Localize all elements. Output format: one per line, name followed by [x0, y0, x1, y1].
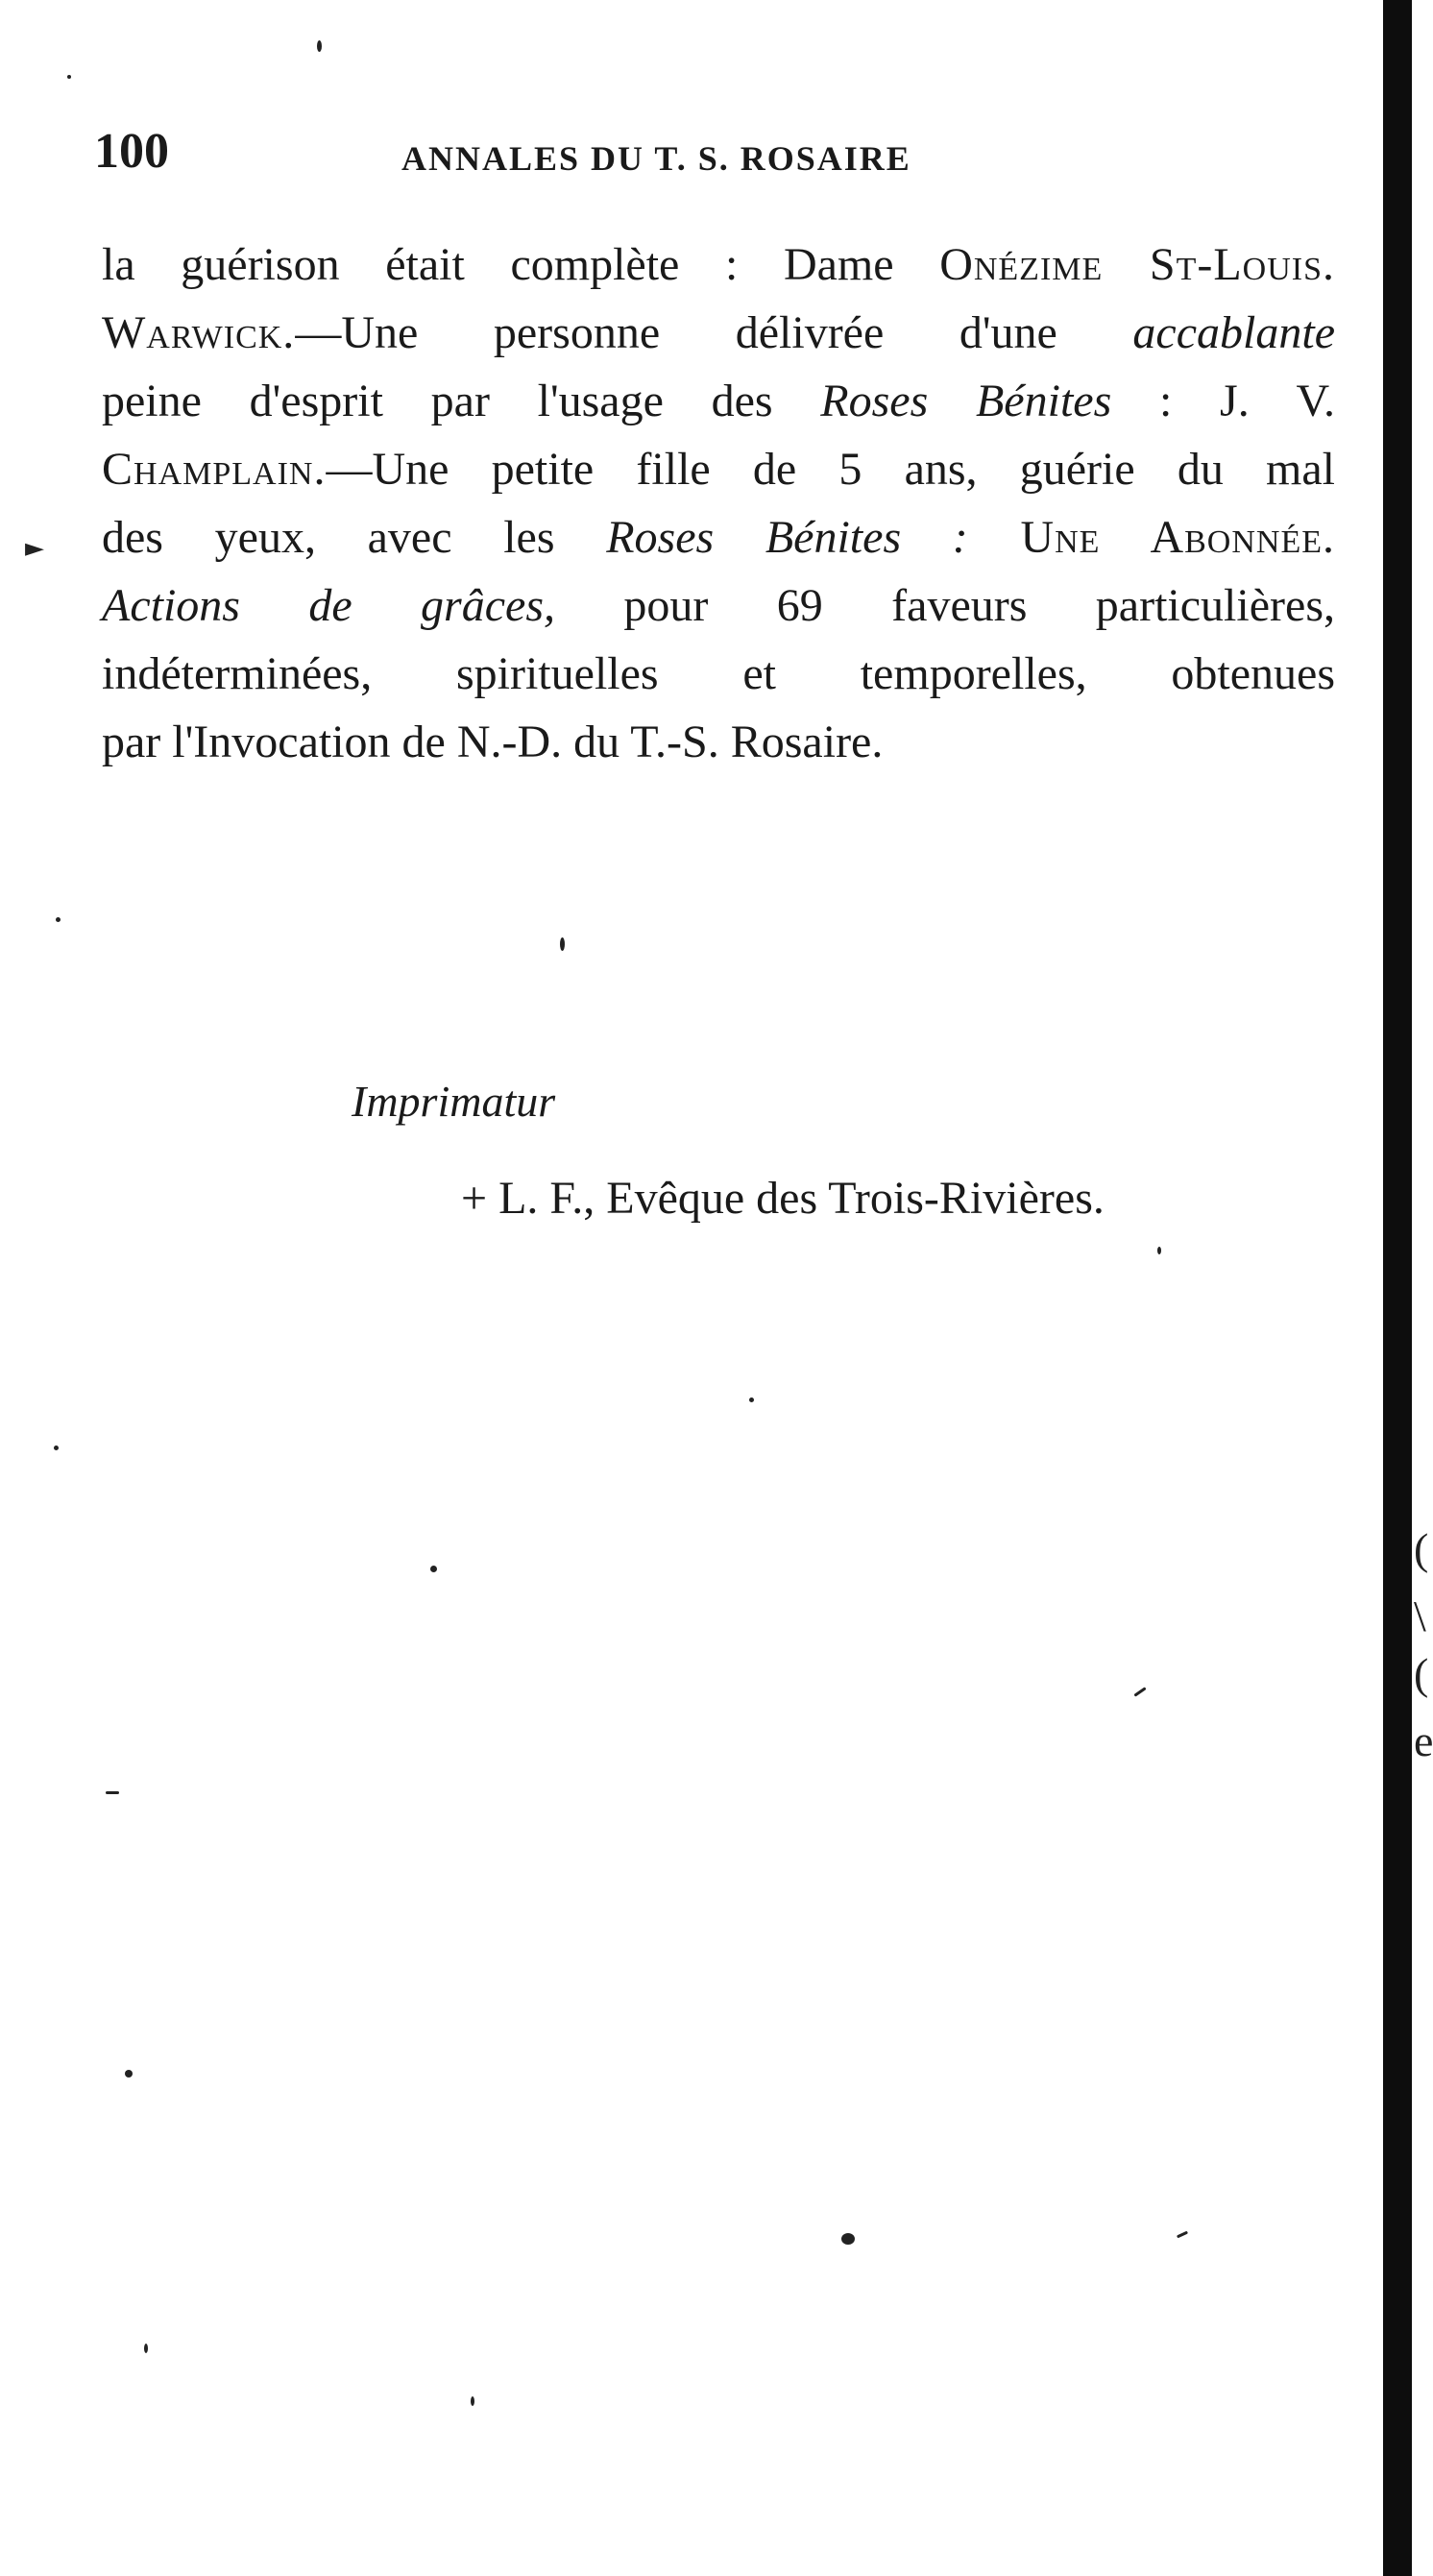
imprimatur-heading: Imprimatur [352, 1077, 556, 1126]
scan-speck [560, 937, 565, 951]
scan-speck [125, 2070, 133, 2078]
text-line: des yeux, avec les Roses Bénites : Une Abonnée. [102, 512, 1335, 563]
place-name: Champlain. [102, 444, 327, 495]
scan-speck [144, 2344, 148, 2353]
scan-speck [56, 917, 61, 922]
text-line: par l'Invocation de N.-D. du T.-S. Rosaire. [102, 717, 884, 767]
scan-speck [54, 1446, 59, 1450]
edge-fragment: ( [1414, 1524, 1429, 1573]
text-line: indéterminées, spirituelles et temporelles, obtenues [102, 648, 1335, 699]
place-name: Warwick. [102, 307, 296, 358]
binding-edge [1383, 0, 1412, 2576]
scan-speck [106, 1791, 119, 1794]
text-line: la guérison était complète : Dame Onézime St-Louis. [102, 239, 1335, 290]
scan-speck [1157, 1247, 1161, 1254]
person-name: Onézime St-Louis. [939, 239, 1335, 290]
scan-speck [749, 1397, 754, 1402]
running-head: ANNALES DU T. S. ROSAIRE [401, 139, 911, 178]
bishop-signature: + L. F., Evêque des Trois-Rivières. [461, 1173, 1105, 1224]
page-header [94, 123, 1333, 190]
scan-speck [67, 75, 71, 79]
scan-speck [471, 2396, 474, 2406]
scan-speck [1133, 1687, 1146, 1696]
arrowhead-mark-icon: ► [25, 534, 44, 563]
edge-fragment: ( [1414, 1649, 1429, 1698]
body-paragraph [102, 231, 1335, 776]
scan-speck [430, 1566, 437, 1572]
scan-speck [317, 40, 322, 52]
text-line: Warwick.—Une personne délivrée d'une accablante [102, 307, 1335, 358]
edge-fragment: e [1414, 1716, 1433, 1765]
text-line: Actions de grâces, pour 69 faveurs particulières, [102, 580, 1335, 631]
text-line: Champlain.—Une petite fille de 5 ans, guérie du mal [102, 444, 1335, 495]
edge-fragment: \ [1414, 1592, 1426, 1640]
page-number: 100 [94, 124, 169, 179]
scan-speck [841, 2233, 855, 2245]
text-line: peine d'esprit par l'usage des Roses Bénites : J. V. [102, 376, 1335, 426]
scan-speck [1177, 2231, 1188, 2239]
